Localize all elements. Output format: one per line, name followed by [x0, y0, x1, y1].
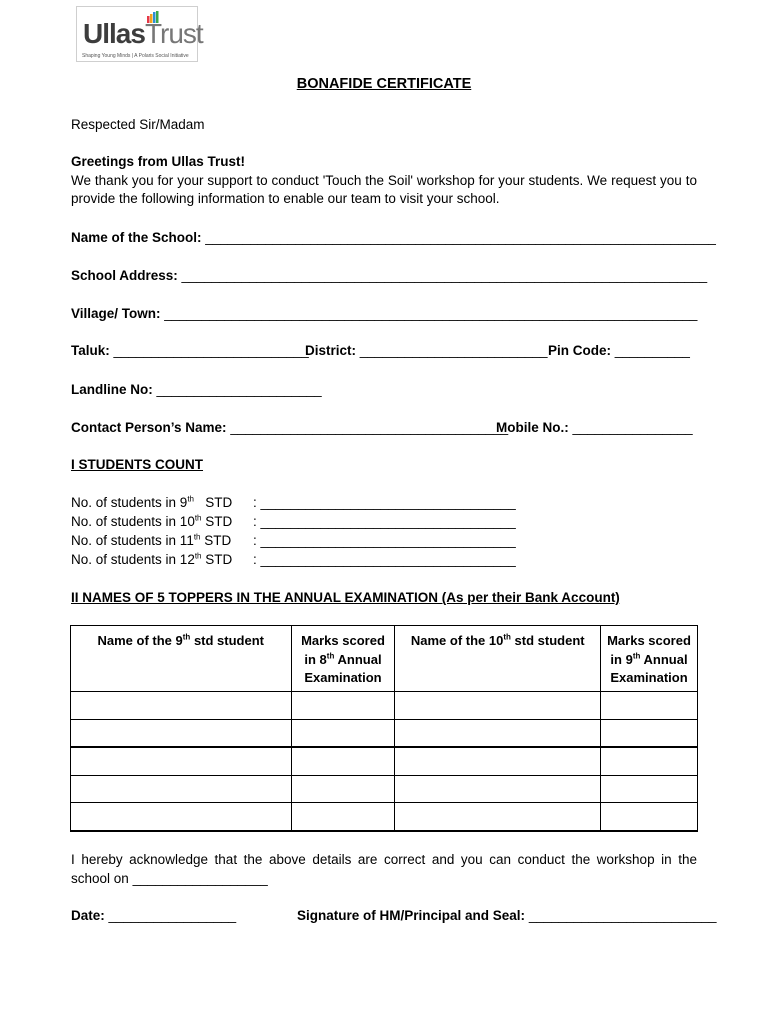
signature-field[interactable]: [297, 908, 717, 923]
students-12th-label: No. of students in 12th STD: [71, 551, 233, 567]
table-row: [71, 747, 698, 775]
table-cell[interactable]: [71, 692, 292, 720]
ullas-trust-logo: [76, 6, 203, 62]
school-name-field[interactable]: [71, 230, 716, 245]
table-cell[interactable]: [71, 775, 292, 803]
students-count-heading: I STUDENTS COUNT: [71, 457, 204, 472]
workshop-date-blank[interactable]: __________________: [132, 871, 268, 886]
table-cell[interactable]: [395, 747, 601, 775]
mobile-blank[interactable]: ________________: [572, 420, 693, 435]
taluk-blank[interactable]: __________________________: [113, 343, 309, 358]
table-cell[interactable]: [601, 747, 698, 775]
logo-wordmark: UllasTrust: [83, 18, 203, 49]
village-label: Village/ Town:: [71, 306, 161, 321]
students-11th-row[interactable]: No. of students in 11th STD : __________________________________: [71, 532, 516, 548]
table-cell[interactable]: [71, 803, 292, 831]
students-10th-row[interactable]: No. of students in 10th STD : __________________________________: [71, 513, 516, 529]
school-address-blank[interactable]: ______________________________________________________________________: [181, 268, 708, 283]
students-12th-row[interactable]: No. of students in 12th STD : __________________________________: [71, 551, 516, 567]
table-cell[interactable]: [601, 803, 698, 831]
district-label: District:: [305, 343, 357, 358]
table-cell[interactable]: [71, 719, 292, 747]
workshop-date-label: school on: [71, 871, 129, 886]
village-field[interactable]: [71, 306, 697, 321]
toppers-table: [70, 625, 698, 832]
students-9th-label: No. of students in 9th STD: [71, 494, 233, 510]
toppers-heading: II NAMES OF 5 TOPPERS IN THE ANNUAL EXAMINATION (As per their Bank Account): [71, 590, 620, 605]
students-12th-blank[interactable]: __________________________________: [260, 552, 516, 567]
table-cell[interactable]: [71, 747, 292, 775]
greeting: Greetings from Ullas Trust!: [71, 154, 246, 169]
taluk-field[interactable]: [71, 343, 309, 358]
landline-label: Landline No:: [71, 382, 153, 397]
district-blank[interactable]: _________________________: [359, 343, 548, 358]
table-cell[interactable]: [395, 803, 601, 831]
contact-person-blank[interactable]: _____________________________________: [230, 420, 509, 435]
page-title: BONAFIDE CERTIFICATE: [296, 76, 472, 92]
mobile-field[interactable]: [496, 420, 693, 435]
table-cell[interactable]: [291, 747, 395, 775]
school-name-blank[interactable]: ____________________________________________________________________: [205, 230, 716, 245]
table-cell[interactable]: [601, 775, 698, 803]
table-cell[interactable]: [291, 775, 395, 803]
students-9th-row[interactable]: No. of students in 9th STD : __________________________________: [71, 494, 516, 510]
salutation: Respected Sir/Madam: [71, 117, 205, 132]
signature-label: Signature of HM/Principal and Seal:: [297, 908, 526, 923]
acknowledge-text: I hereby acknowledge that the above details are correct and you can conduct the workshop in the: [71, 852, 697, 867]
village-blank[interactable]: _______________________________________________________________________: [164, 306, 698, 321]
table-cell[interactable]: [291, 692, 395, 720]
taluk-label: Taluk:: [71, 343, 110, 358]
col-8th-marks-header: Marks scored in 8th Annual Examination: [291, 626, 395, 692]
table-cell[interactable]: [291, 803, 395, 831]
date-blank[interactable]: _________________: [108, 908, 237, 923]
students-10th-label: No. of students in 10th STD: [71, 513, 233, 529]
table-row: [71, 719, 698, 747]
table-header-row: [71, 626, 698, 692]
students-11th-label: No. of students in 11th STD: [71, 532, 232, 548]
landline-blank[interactable]: ______________________: [156, 382, 322, 397]
table-cell[interactable]: [395, 775, 601, 803]
school-address-field[interactable]: [71, 268, 707, 283]
district-field[interactable]: [305, 343, 547, 358]
landline-field[interactable]: [71, 382, 322, 397]
table-row: [71, 803, 698, 831]
logo-tagline: Shaping Young Minds | A Polaris Social Initiative: [82, 53, 189, 59]
school-name-label: Name of the School:: [71, 230, 202, 245]
school-address-label: School Address:: [71, 268, 178, 283]
intro-text: We thank you for your support to conduct 'Touch the Soil' workshop for your students. We request you to provide the following information to enable our team to visit your school.: [71, 173, 697, 206]
table-row: [71, 692, 698, 720]
col-10th-name-header: Name of the 10th std student: [395, 626, 601, 692]
students-9th-blank[interactable]: __________________________________: [260, 495, 516, 510]
date-field[interactable]: [71, 908, 236, 923]
date-label: Date:: [71, 908, 105, 923]
col-9th-name-header: Name of the 9th std student: [71, 626, 292, 692]
pin-code-blank[interactable]: __________: [614, 343, 690, 358]
contact-person-field[interactable]: [71, 420, 508, 435]
table-cell[interactable]: [601, 719, 698, 747]
workshop-date-field[interactable]: [71, 871, 268, 886]
table-cell[interactable]: [395, 719, 601, 747]
students-11th-blank[interactable]: __________________________________: [260, 533, 516, 548]
col-9th-marks-header: Marks scored in 9th Annual Examination: [601, 626, 698, 692]
table-cell[interactable]: [601, 692, 698, 720]
table-cell[interactable]: [291, 719, 395, 747]
pin-code-field[interactable]: [548, 343, 690, 358]
students-10th-blank[interactable]: __________________________________: [260, 514, 516, 529]
table-cell[interactable]: [395, 692, 601, 720]
table-row: [71, 775, 698, 803]
mobile-label: Mobile No.:: [496, 420, 569, 435]
pin-code-label: Pin Code:: [548, 343, 611, 358]
contact-person-label: Contact Person’s Name:: [71, 420, 227, 435]
signature-blank[interactable]: _________________________: [528, 908, 717, 923]
